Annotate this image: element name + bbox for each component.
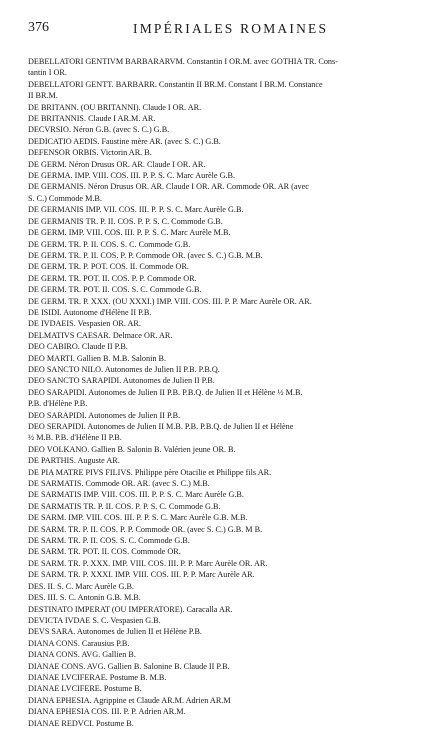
list-item: tantin I OR. (28, 68, 67, 78)
list-item: DE GERMANIS IMP. VII. COS. III. P. P. S. C. Marc Aurèle G.B. (28, 205, 244, 215)
list-item: DES. III. S. C. Antonin G.B. M.B. (28, 593, 141, 603)
list-item: DE SARMATIS IMP. VIII. COS. III. P. P. S. C. Marc Aurèle G.B. (28, 490, 244, 500)
list-item: DEO SANCTO SARAPIDI. Autonomes de Julien II P.B. (28, 376, 215, 386)
list-item: DIANAE REDVCI. Postume B. (28, 718, 134, 728)
list-item: DIANAE LVCIFERAE. Postume B. M.B. (28, 672, 167, 682)
list-item: DEO MARTI. Gallien B. M.B. Salonin B. (28, 353, 167, 363)
list-item: DE SARMATIS. Commode OR. AR. (avec S. C.) M.B. (28, 479, 210, 489)
list-item: DES. II. S. C. Marc Aurèle G.B. (28, 581, 134, 591)
legend-index-list (28, 56, 434, 729)
list-item: DE GERM. TR. POT. II. COS. P. P. Commode OR. (28, 273, 197, 283)
list-item: DE BRITANN. (OU BRITANNI). Claude I OR. AR. (28, 102, 202, 112)
page-number: 376 (28, 20, 49, 35)
list-item: DEFENSOR ORBIS. Victorin AR. B. (28, 148, 152, 158)
list-item: DEO SARAPIDI. Autonomes de Julien II P.B. (28, 410, 181, 420)
list-item: DIANA CONS. AVG. Gallien B. (28, 650, 136, 660)
list-item: DIANA EPHESIA COS. III. P. P. Adrien AR.M. (28, 707, 186, 717)
list-item: DECVRSIO. Néron G.B. (avec S. C.) G.B. (28, 125, 170, 135)
list-item: DEVS SARA. Autonomes de Julien II et Hélène P.B. (28, 627, 202, 637)
list-item: DE GERM. TR. P. II. COS. P. P. Commode OR. (avec S. C.) G.B. M.B. (28, 250, 263, 260)
list-item: DE GERM. TR. P. POT. COS. II. Commode OR. (28, 262, 189, 272)
list-item: DELMATIVS CAESAR. Delmace OR. AR. (28, 330, 173, 340)
list-item: DE SARM. IMP. VIII. COS. III. P. P. S. C. Marc Aurèle G.B. M.B. (28, 513, 248, 523)
list-item: DEO SANCTO NILO. Autonomes de Julien II P.B. P.B.Q. (28, 364, 220, 374)
list-item: DE GERMA. IMP. VIII. COS. III. P. P. S. C. Marc Aurèle G.B. (28, 171, 236, 181)
list-item: DE GERMANIS. Néron Drusus OR. AR. Claude I OR. AR. Commode OR. AR (avec (28, 182, 309, 192)
list-item: DEDICATIO AEDIS. Faustine mère AR. (avec S. C.) G.B. (28, 136, 221, 146)
list-item: DE PIA MATRE PIVS FILIVS. Philippe père Otacilie et Philippe fils AR. (28, 467, 272, 477)
list-item: DEO CABIRO. Claude II P.B. (28, 342, 128, 352)
list-item: DE SARM. TR. POT. II. COS. Commode OR. (28, 547, 181, 557)
list-item: DIANAE CONS. AVG. Gallien B. Salonine B. Claude II P.B. (28, 661, 230, 671)
list-item: DEO SERAPIDI. Autonomes de Julien II M.B. P.B. P.B.Q. de Julien II et Hélène (28, 422, 294, 431)
running-title: IMPÉRIALES ROMAINES (133, 21, 329, 36)
list-item: DE GERMANIS TR. P. II. COS. P. P. S. C. Commode G.B. (28, 216, 223, 226)
list-item: DE SARM. TR. P. XXX. IMP. VIII. COS. III. P. P. Marc Aurèle OR. AR. (28, 558, 268, 568)
page-header (28, 20, 434, 42)
list-item: DEO VOLKANO. Gallien B. Salonin B. Valérien jeune OR. B. (28, 444, 236, 454)
list-item: DE GERM. IMP. VIII. COS. III. P. P. S. C. Marc Aurèle M.B. (28, 228, 231, 238)
list-item: DE SARMATIS TR. P. II. COS. P. P. S. C. Commode G.B. (28, 501, 221, 511)
list-item: DEVICTA IVDAE S. C. Vespasien G.B. (28, 615, 161, 625)
list-item: DIANA CONS. Carausius P.B. (28, 638, 130, 648)
list-item: DE SARM. TR. P. II. COS. P. P. Commode OR. (avec S. C.) G.B. M B. (28, 524, 263, 534)
list-item: DE GERM. Néron Drusus OR. AR. Claude I OR. AR. (28, 159, 206, 169)
list-item: DE IVDAEIS. Vespasien OR. AR. (28, 319, 141, 329)
list-item: DESTINATO IMPERAT (OU IMPERATORE). Caracalla AR. (28, 604, 233, 614)
list-item: DEBELLATORI GENTT. BARBARR. Constantin II BR.M. Constant I BR.M. Constance (28, 79, 323, 89)
list-item: DEO SARAPIDI. Autonomes de Julien II P.B. P.B.Q. de Julien II et Hélène ½ M.B. (28, 387, 303, 397)
list-item: DE GERM. TR. POT. II. COS. S. C. Commode G.B. (28, 285, 202, 295)
list-item: DE SARM. TR. P. II. COS. S. C. Commode G.B. (28, 536, 190, 546)
list-item: S. C.) Commode M.B. (28, 193, 102, 203)
list-item: DE SARM. TR. P. XXXI. IMP. VIII. COS. III. P. P. Marc Aurèle AR. (28, 570, 255, 580)
list-item: II BR.M. (28, 91, 58, 101)
list-item: DE PARTHIS. Auguste AR. (28, 456, 120, 466)
list-item: DE ISIDI. Autonome d'Hélène II P.B. (28, 307, 152, 317)
list-item: DIANAE LVCIFERE. Postume B. (28, 684, 142, 694)
list-item: DE BRITANNIS. Claude I AR.M. AR. (28, 114, 156, 124)
list-item: ½ M.B. P.B. d'Hélène II P.B. (28, 433, 122, 443)
list-item: DEBELLATORI GENTIVM BARBARARVM. Constantin I OR.M. avec GOTHIA TR. Cons- (28, 57, 338, 66)
list-item: DE GERM. TR. P. II. COS. S. C. Commode G.B. (28, 239, 191, 249)
list-item: DE GERM. TR. P. XXX. (OU XXXI.) IMP. VIII. COS. III. P. P. Marc Aurèle OR. AR. (28, 296, 312, 306)
list-item: DIANA EPHESIA. Agrippine et Claude AR.M. Adrien AR.M (28, 695, 231, 705)
list-item: P.B. d'Hélène P.B. (28, 399, 88, 409)
